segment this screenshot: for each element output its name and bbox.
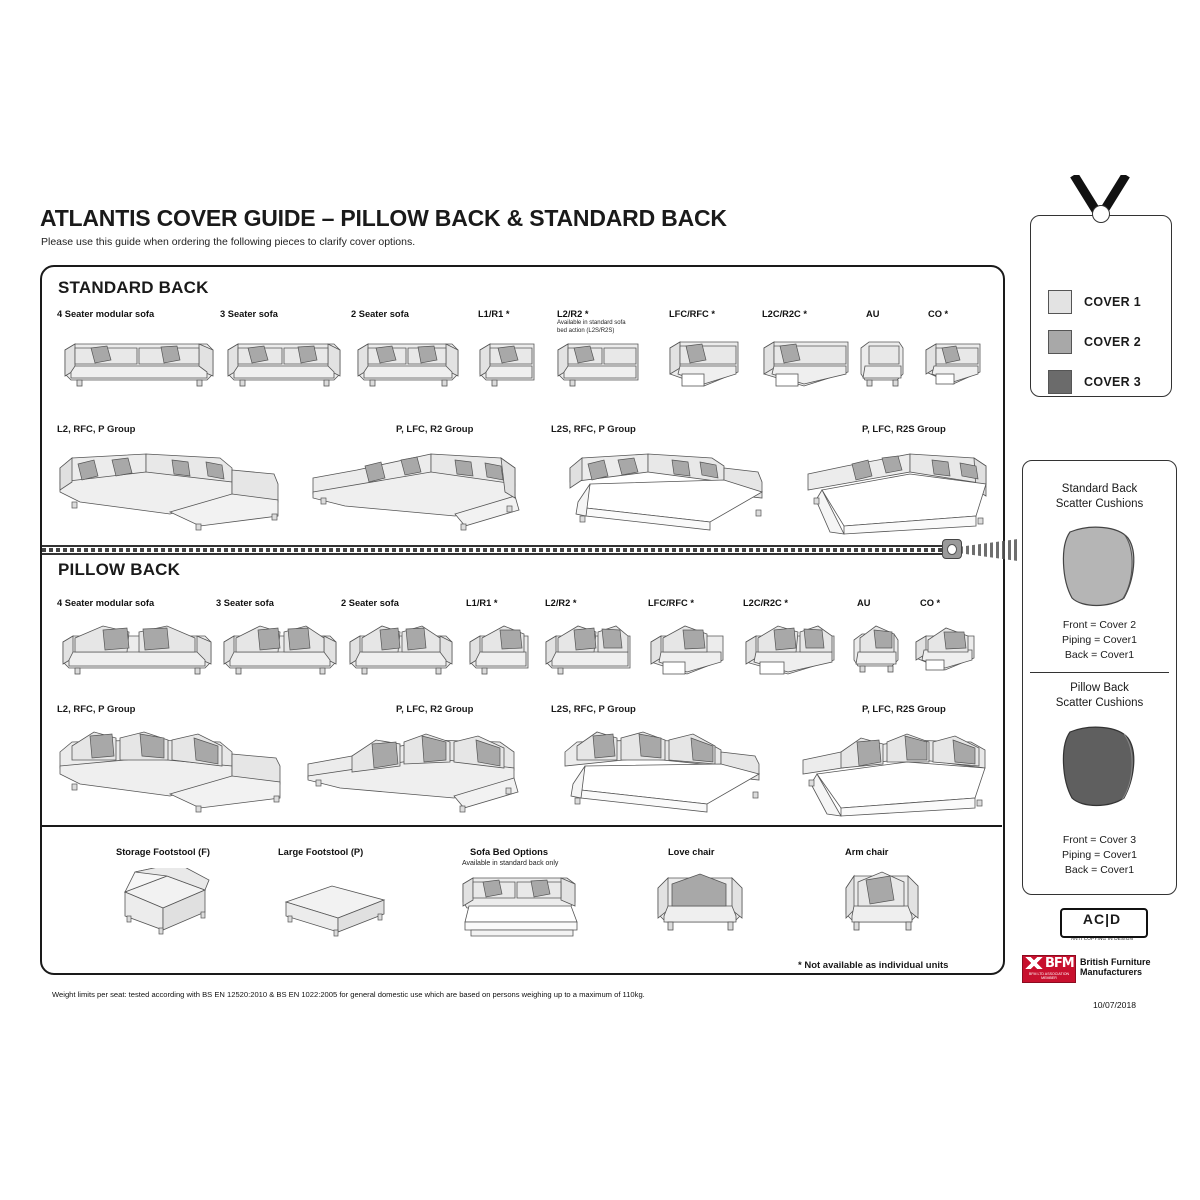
standard-cushion-spec-back: Back = Cover1 (1064, 649, 1135, 661)
acid-logo-tagline: ANTI COPYING IN DESIGN (1070, 936, 1134, 941)
page-title: ATLANTIS COVER GUIDE – PILLOW BACK & STANDARD BACK (40, 205, 727, 231)
section-heading-pillow-back: PILLOW BACK (58, 560, 181, 579)
item-label-lfcrfc-sb: LFC/RFC * (669, 309, 715, 319)
item-label-l2cr2c-sb: L2C/R2C * (762, 309, 807, 319)
item-label-2-seater-sofa-sb: 2 Seater sofa (351, 309, 409, 319)
pillow-cushion-spec-front: Front = Cover 3 (1062, 834, 1137, 846)
figure-lfcrfc-sb (664, 330, 744, 396)
cover-3-swatch (1048, 370, 1072, 394)
figure-4-seater-modular-sofa-pb (55, 618, 215, 678)
footnote-not-available: * Not available as individual units (798, 960, 949, 971)
figure-group-l2-rfc-p-sb (50, 440, 290, 535)
figure-co-pb (910, 618, 980, 680)
item-label-large-footstool: Large Footstool (P) (278, 847, 364, 857)
cover-2-swatch (1048, 330, 1072, 354)
standard-cushion-title-line2: Scatter Cushions (1055, 498, 1144, 510)
footer-date: 10/07/2018 (1093, 1000, 1137, 1010)
item-label-co-sb: CO * (928, 309, 949, 319)
figure-l1r1-sb (474, 330, 540, 392)
item-label-2-seater-sofa-pb: 2 Seater sofa (341, 598, 399, 608)
figure-l2cr2c-pb (740, 618, 840, 682)
item-label-sofa-bed-options: Sofa Bed Options (470, 847, 548, 857)
section-heading-standard-back: STANDARD BACK (58, 278, 209, 297)
pillow-cushion-spec-back: Back = Cover1 (1064, 864, 1135, 876)
standard-cushion-title-line1: Standard Back (1061, 483, 1138, 495)
section-divider (42, 825, 1002, 827)
figure-group-l2s-rfc-p-sb (560, 440, 770, 540)
item-label-au-sb: AU (866, 309, 880, 319)
cover-1-label: COVER 1 (1084, 295, 1141, 309)
item-label-3-seater-sofa-pb: 3 Seater sofa (216, 598, 274, 608)
pillow-cushion-title-line2: Scatter Cushions (1055, 697, 1144, 709)
cushion-panel-divider (1030, 672, 1169, 673)
pillow-cushion-title-line1: Pillow Back (1070, 682, 1129, 694)
cover-2-label: COVER 2 (1084, 335, 1141, 349)
item-label-l2cr2c-pb: L2C/R2C * (743, 598, 788, 608)
acid-logo-text: AC|D (1082, 911, 1122, 927)
figure-love-chair (652, 862, 748, 942)
item-label-l2r2-pb: L2/R2 * (545, 598, 577, 608)
group-label-p-lfc-r2s-sb: P, LFC, R2S Group (862, 424, 946, 435)
figure-group-p-lfc-r2s-pb (795, 718, 1000, 820)
figure-co-sb (920, 332, 986, 394)
bfm-name-line2: Manufacturers (1080, 967, 1143, 977)
bfm-name-line1: British Furniture (1080, 957, 1151, 967)
zipper-pull-icon (942, 537, 972, 563)
figure-group-p-lfc-r2-sb (305, 440, 535, 535)
group-label-p-lfc-r2s-pb: P, LFC, R2S Group (862, 704, 946, 715)
figure-storage-footstool (105, 868, 215, 943)
figure-group-p-lfc-r2-pb (300, 718, 545, 818)
figure-au-pb (848, 618, 902, 678)
group-label-p-lfc-r2-pb: P, LFC, R2 Group (396, 704, 474, 715)
item-label-co-pb: CO * (920, 598, 941, 608)
pillow-cushion-spec-piping: Piping = Cover1 (1061, 849, 1137, 861)
figure-pillow-scatter-cushion (1052, 722, 1148, 812)
standard-cushion-spec-front: Front = Cover 2 (1062, 619, 1137, 631)
figure-standard-scatter-cushion (1052, 522, 1148, 612)
group-label-l2s-rfc-p-sb: L2S, RFC, P Group (551, 424, 636, 435)
figure-group-l2s-rfc-p-pb (555, 718, 770, 820)
figure-group-p-lfc-r2s-sb (800, 440, 1000, 540)
figure-3-seater-sofa-sb (222, 330, 344, 392)
item-label-au-pb: AU (857, 598, 871, 608)
item-label-4-seater-modular-sofa-pb: 4 Seater modular sofa (57, 598, 155, 608)
figure-lfcrfc-pb (645, 618, 729, 682)
item-label-lfcrfc-pb: LFC/RFC * (648, 598, 694, 608)
item-label-storage-footstool: Storage Footstool (F) (116, 847, 210, 857)
group-label-p-lfc-r2-sb: P, LFC, R2 Group (396, 424, 474, 435)
item-label-3-seater-sofa-sb: 3 Seater sofa (220, 309, 278, 319)
figure-l2r2-sb (552, 330, 644, 392)
figure-sofa-bed-options (455, 868, 585, 946)
figure-3-seater-sofa-pb (218, 618, 340, 678)
figure-l2cr2c-sb (758, 330, 854, 396)
cover-3-label: COVER 3 (1084, 375, 1141, 389)
figure-4-seater-modular-sofa-sb (57, 330, 217, 392)
group-label-l2-rfc-p-pb: L2, RFC, P Group (57, 704, 136, 715)
figure-au-sb (855, 332, 907, 392)
bfm-logo-name (1080, 957, 1151, 977)
cover-1-swatch (1048, 290, 1072, 314)
figure-2-seater-sofa-pb (344, 618, 456, 678)
bfm-logo-sub: BFM LTD ASSOCIATION MEMBER (1028, 972, 1070, 980)
figure-arm-chair (840, 862, 924, 942)
figure-l1r1-pb (464, 618, 534, 678)
item-note-sofa-bed-options: Available in standard back only (462, 860, 559, 867)
zipper-divider (42, 545, 1002, 555)
item-label-arm-chair: Arm chair (845, 847, 889, 857)
page-subtitle: Please use this guide when ordering the following pieces to clarify cover options. (41, 236, 416, 248)
union-flag-icon (1024, 957, 1044, 969)
item-label-l1r1-pb: L1/R1 * (466, 598, 498, 608)
footer-legal-text: Weight limits per seat: tested according with BS EN 12520:2010 & BS EN 1022:2005 for general domestic use which are based on persons weighing up to a maximum of 110kg. (52, 990, 645, 999)
figure-large-footstool (272, 880, 392, 940)
standard-cushion-spec-piping: Piping = Cover1 (1061, 634, 1137, 646)
group-label-l2-rfc-p-sb: L2, RFC, P Group (57, 424, 136, 435)
item-label-4-seater-modular-sofa-sb: 4 Seater modular sofa (57, 309, 155, 319)
tag-hole-icon (1092, 205, 1110, 223)
group-label-l2s-rfc-p-pb: L2S, RFC, P Group (551, 704, 636, 715)
item-label-love-chair: Love chair (668, 847, 715, 857)
figure-l2r2-pb (540, 618, 636, 678)
item-note-l2r2-sb: Available in standard sofa bed action (L2S/R2S) (557, 320, 626, 334)
figure-2-seater-sofa-sb (352, 330, 462, 392)
figure-group-l2-rfc-p-pb (50, 718, 300, 818)
item-label-l2r2-sb: L2/R2 * (557, 309, 589, 319)
item-label-l1r1-sb: L1/R1 * (478, 309, 510, 319)
bfm-logo-letters: BFM (1045, 956, 1074, 971)
